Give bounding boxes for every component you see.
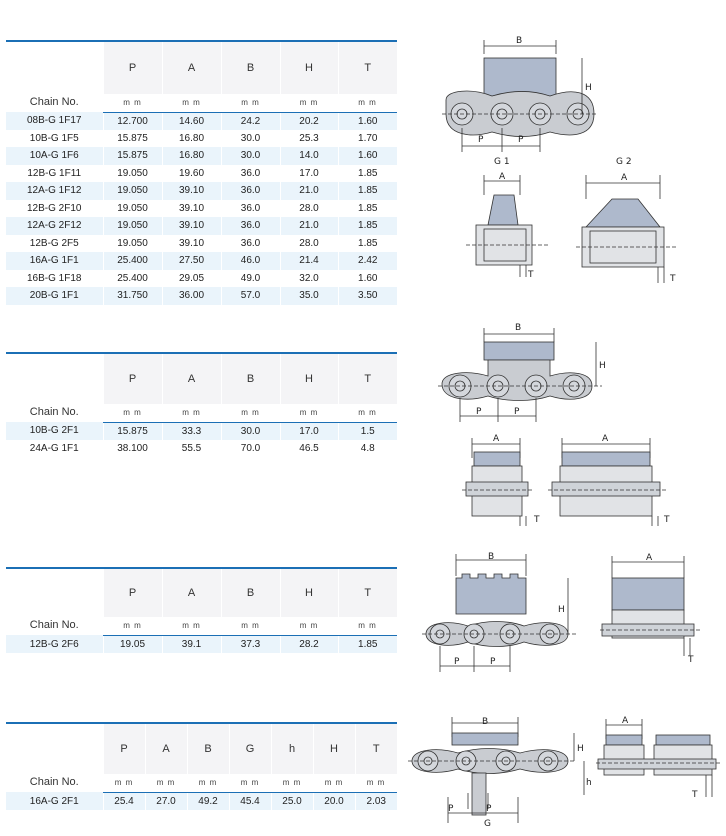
- unit-label: m m: [145, 774, 187, 792]
- table-cell: 49.2: [187, 792, 229, 810]
- dim-h-label: H: [558, 605, 565, 615]
- table-cell: 57.0: [221, 287, 280, 305]
- table-cell: 35.0: [280, 287, 338, 305]
- table-cell: 1.85: [338, 235, 397, 253]
- unit-label: m m: [103, 617, 162, 635]
- table-row: [6, 217, 397, 235]
- table-row: [6, 440, 397, 458]
- table-cell: 49.0: [221, 270, 280, 288]
- table-row: [6, 635, 397, 653]
- dim-p-label: P: [490, 657, 496, 667]
- table-cell: 14.60: [162, 112, 221, 130]
- chain-no-cell: 20B-G 1F1: [6, 287, 103, 305]
- unit-label: m m: [103, 404, 162, 422]
- dim-a-label: A: [621, 173, 628, 183]
- chain-no-cell: 08B-G 1F17: [6, 112, 103, 130]
- table-cell: 1.85: [338, 635, 397, 653]
- table-cell: 20.0: [313, 792, 355, 810]
- table-cell: 32.0: [280, 270, 338, 288]
- dim-h-label: H: [585, 83, 592, 93]
- table-cell: 25.400: [103, 252, 162, 270]
- unit-label: m m: [280, 94, 338, 112]
- table-cell: 46.0: [221, 252, 280, 270]
- dim-a-label: A: [602, 434, 609, 444]
- unit-label: m m: [221, 617, 280, 635]
- dim-h-lower-label: h: [586, 778, 592, 788]
- dim-t-label: T: [664, 515, 670, 525]
- column-header-b: B: [221, 354, 280, 404]
- dim-t-label: T: [670, 274, 676, 284]
- table-cell: 36.0: [221, 200, 280, 218]
- column-header-p: P: [103, 724, 145, 774]
- dim-p-label: P: [454, 657, 460, 667]
- table-cell: 36.0: [221, 235, 280, 253]
- table-cell: 17.0: [280, 165, 338, 183]
- table-cell: 55.5: [162, 440, 221, 458]
- spec-table-2: [6, 352, 397, 457]
- dim-t-label: T: [534, 515, 540, 525]
- chain-no-cell: 16A-G 2F1: [6, 792, 103, 810]
- table-cell: 15.875: [103, 130, 162, 148]
- table-row: [6, 235, 397, 253]
- table-row: [6, 147, 397, 165]
- chain-no-cell: 24A-G 1F1: [6, 440, 103, 458]
- table-cell: 14.0: [280, 147, 338, 165]
- table-cell: 1.5: [338, 422, 397, 440]
- unit-label: m m: [187, 774, 229, 792]
- dim-b-label: B: [515, 323, 522, 333]
- unit-label: m m: [313, 774, 355, 792]
- column-header-t: T: [355, 724, 397, 774]
- unit-label: m m: [271, 774, 313, 792]
- table-row: [6, 112, 397, 130]
- table-cell: 15.875: [103, 422, 162, 440]
- column-header-a: A: [162, 569, 221, 617]
- table-cell: 27.0: [145, 792, 187, 810]
- table-cell: 39.10: [162, 200, 221, 218]
- table-cell: 19.050: [103, 165, 162, 183]
- dim-p-label: P: [478, 135, 484, 145]
- unit-label: m m: [280, 404, 338, 422]
- column-header-a: A: [162, 42, 221, 94]
- chain-no-cell: 12B-G 2F5: [6, 235, 103, 253]
- column-header-h: H: [280, 42, 338, 94]
- table-cell: 36.0: [221, 165, 280, 183]
- table-cell: 28.0: [280, 235, 338, 253]
- table-cell: 1.70: [338, 130, 397, 148]
- table-cell: 37.3: [221, 635, 280, 653]
- table-cell: 4.8: [338, 440, 397, 458]
- unit-label: m m: [221, 404, 280, 422]
- chain-diagram-3-side: [420, 548, 580, 678]
- table-cell: 25.0: [271, 792, 313, 810]
- table-cell: 28.2: [280, 635, 338, 653]
- spec-table-1: [6, 40, 397, 305]
- chain-diagram-4-side: [408, 713, 593, 833]
- table-cell: 3.50: [338, 287, 397, 305]
- table-cell: 31.750: [103, 287, 162, 305]
- table-cell: 16.80: [162, 147, 221, 165]
- table-cell: 29.05: [162, 270, 221, 288]
- column-header-h: H: [280, 354, 338, 404]
- table-cell: 39.10: [162, 235, 221, 253]
- dim-p-label: P: [448, 804, 454, 814]
- unit-label: m m: [162, 94, 221, 112]
- table-row: [6, 792, 397, 810]
- chain-no-cell: 12A-G 2F12: [6, 217, 103, 235]
- dim-a-label: A: [622, 716, 629, 726]
- dim-p-label: P: [486, 804, 492, 814]
- table-cell: 39.10: [162, 217, 221, 235]
- dim-p-label: P: [476, 407, 482, 417]
- unit-label: m m: [338, 404, 397, 422]
- table-cell: 38.100: [103, 440, 162, 458]
- table-cell: 1.60: [338, 147, 397, 165]
- table-row: [6, 130, 397, 148]
- column-header-p: P: [103, 354, 162, 404]
- g1-label: G 1: [494, 157, 510, 167]
- chain-no-cell: 10B-G 1F5: [6, 130, 103, 148]
- table-cell: 1.60: [338, 270, 397, 288]
- table-cell: 36.0: [221, 182, 280, 200]
- column-header-h: H: [313, 724, 355, 774]
- table-row: [6, 252, 397, 270]
- chain-no-cell: 10A-G 1F6: [6, 147, 103, 165]
- table-cell: 24.2: [221, 112, 280, 130]
- table-cell: 70.0: [221, 440, 280, 458]
- chain-no-cell: 12B-G 2F6: [6, 635, 103, 653]
- table-row: [6, 287, 397, 305]
- table-cell: 21.0: [280, 217, 338, 235]
- column-header-a: A: [162, 354, 221, 404]
- dim-t-label: T: [688, 655, 694, 665]
- column-header-t: T: [338, 569, 397, 617]
- table-cell: 39.1: [162, 635, 221, 653]
- chain-diagram-1-g1: [466, 155, 556, 285]
- dim-p-label: P: [514, 407, 520, 417]
- chain-diagram-2-front-a: [462, 430, 552, 530]
- column-header-h-lower: h: [271, 724, 313, 774]
- table-cell: 2.03: [355, 792, 397, 810]
- unit-label: m m: [338, 617, 397, 635]
- spec-table-4: [6, 722, 397, 810]
- table-cell: 33.3: [162, 422, 221, 440]
- chain-no-cell: 16B-G 1F18: [6, 270, 103, 288]
- chain-diagram-2-side: [432, 318, 612, 428]
- chain-no-cell: 16A-G 1F1: [6, 252, 103, 270]
- chain-diagram-3-front: [600, 550, 710, 665]
- chain-no-cell: 10B-G 2F1: [6, 422, 103, 440]
- table-cell: 19.050: [103, 235, 162, 253]
- chain-no-header: Chain No.: [6, 354, 103, 422]
- table-cell: 28.0: [280, 200, 338, 218]
- g2-label: G 2: [616, 157, 632, 167]
- table-row: [6, 270, 397, 288]
- table-cell: 30.0: [221, 422, 280, 440]
- table-cell: 17.0: [280, 422, 338, 440]
- table-cell: 1.85: [338, 217, 397, 235]
- table-cell: 15.875: [103, 147, 162, 165]
- unit-label: m m: [229, 774, 271, 792]
- table-cell: 1.85: [338, 182, 397, 200]
- dim-b-label: B: [482, 717, 489, 727]
- table-cell: 1.85: [338, 200, 397, 218]
- table-cell: 19.050: [103, 217, 162, 235]
- table-cell: 25.400: [103, 270, 162, 288]
- table-cell: 16.80: [162, 130, 221, 148]
- dim-h-label: H: [599, 361, 606, 371]
- chain-no-cell: 12B-G 1F11: [6, 165, 103, 183]
- table-cell: 20.2: [280, 112, 338, 130]
- table-cell: 12.700: [103, 112, 162, 130]
- table-cell: 19.050: [103, 200, 162, 218]
- table-cell: 39.10: [162, 182, 221, 200]
- column-header-b: B: [187, 724, 229, 774]
- dim-a-label: A: [646, 553, 653, 563]
- table-cell: 30.0: [221, 130, 280, 148]
- dim-b-label: B: [488, 552, 495, 562]
- unit-label: m m: [355, 774, 397, 792]
- table-row: [6, 200, 397, 218]
- table-cell: 25.3: [280, 130, 338, 148]
- unit-label: m m: [162, 617, 221, 635]
- column-header-p: P: [103, 569, 162, 617]
- table-cell: 19.60: [162, 165, 221, 183]
- dim-b-label: B: [516, 36, 523, 46]
- dim-a-label: A: [499, 172, 506, 182]
- table-cell: 21.4: [280, 252, 338, 270]
- dim-p-label: P: [518, 135, 524, 145]
- chain-no-header: Chain No.: [6, 569, 103, 635]
- unit-label: m m: [221, 94, 280, 112]
- table-cell: 2.42: [338, 252, 397, 270]
- table-cell: 19.05: [103, 635, 162, 653]
- table-cell: 45.4: [229, 792, 271, 810]
- table-cell: 1.60: [338, 112, 397, 130]
- chain-diagram-2-front-b: [548, 430, 678, 530]
- unit-label: m m: [162, 404, 221, 422]
- chain-diagram-4-front: [596, 713, 721, 803]
- table-row: [6, 165, 397, 183]
- table-cell: 25.4: [103, 792, 145, 810]
- chain-no-cell: 12A-G 1F12: [6, 182, 103, 200]
- table-row: [6, 422, 397, 440]
- unit-label: m m: [103, 774, 145, 792]
- chain-no-header: Chain No.: [6, 724, 103, 792]
- table-cell: 21.0: [280, 182, 338, 200]
- table-cell: 30.0: [221, 147, 280, 165]
- column-header-b: B: [221, 569, 280, 617]
- spec-table-3: [6, 567, 397, 653]
- column-header-t: T: [338, 354, 397, 404]
- chain-no-cell: 12B-G 2F10: [6, 200, 103, 218]
- unit-label: m m: [338, 94, 397, 112]
- table-cell: 36.00: [162, 287, 221, 305]
- column-header-h: H: [280, 569, 338, 617]
- dim-g-label: G: [484, 819, 491, 829]
- chain-diagram-1-side: [432, 30, 602, 160]
- unit-label: m m: [280, 617, 338, 635]
- column-header-p: P: [103, 42, 162, 94]
- dim-a-label: A: [493, 434, 500, 444]
- column-header-g: G: [229, 724, 271, 774]
- table-cell: 19.050: [103, 182, 162, 200]
- table-cell: 27.50: [162, 252, 221, 270]
- chain-no-header: Chain No.: [6, 42, 103, 112]
- unit-label: m m: [103, 94, 162, 112]
- column-header-b: B: [221, 42, 280, 94]
- table-cell: 36.0: [221, 217, 280, 235]
- chain-diagram-1-g2: [576, 155, 686, 290]
- dim-t-label: T: [692, 790, 698, 800]
- column-header-t: T: [338, 42, 397, 94]
- dim-t-label: T: [528, 270, 534, 280]
- table-cell: 1.85: [338, 165, 397, 183]
- table-cell: 46.5: [280, 440, 338, 458]
- table-row: [6, 182, 397, 200]
- column-header-a: A: [145, 724, 187, 774]
- dim-h-label: H: [577, 744, 584, 754]
